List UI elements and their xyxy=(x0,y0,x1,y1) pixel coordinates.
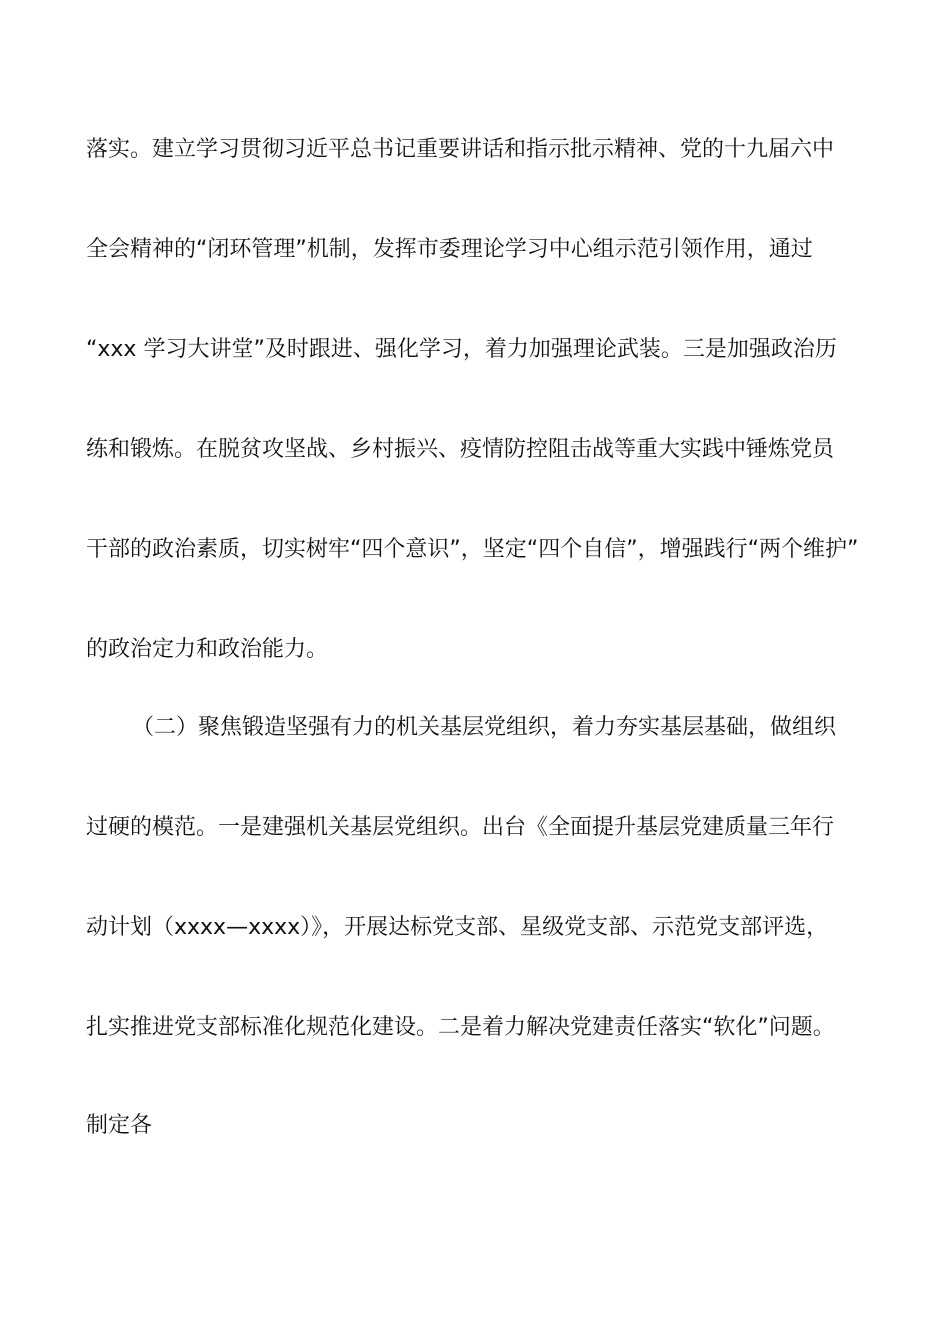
paragraph-line-8: 过硬的模范。一是建强机关基层党组织。出台《全面提升基层党建质量三年行 xyxy=(86,815,835,840)
paragraph-line-11: 制定各 xyxy=(86,1113,153,1138)
paragraph-line-10: 扎实推进党支部标准化规范化建设。二是着力解决党建责任落实“软化”问题。 xyxy=(86,1015,835,1040)
paragraph-line-9: 动计划（xxxx—xxxx）》，开展达标党支部、星级党支部、示范党支部评选， xyxy=(86,915,829,940)
paragraph-line-1: 落实。建立学习贯彻习近平总书记重要讲话和指示批示精神、党的十九届六中 xyxy=(86,137,835,162)
section-heading-line: （二）聚焦锻造坚强有力的机关基层党组织，着力夯实基层基础，做组织 xyxy=(132,715,837,740)
paragraph-line-2: 全会精神的“闭环管理”机制，发挥市委理论学习中心组示范引领作用，通过 xyxy=(86,237,813,262)
paragraph-line-3: “xxx 学习大讲堂”及时跟进、强化学习，着力加强理论武装。三是加强政治历 xyxy=(86,337,837,362)
paragraph-line-6: 的政治定力和政治能力。 xyxy=(86,637,329,662)
paragraph-line-5: 干部的政治素质，切实树牢“四个意识”，坚定“四个自信”，增强践行“两个维护” xyxy=(86,537,859,562)
paragraph-line-4: 练和锻炼。在脱贫攻坚战、乡村振兴、疫情防控阻击战等重大实践中锤炼党员 xyxy=(86,437,835,462)
